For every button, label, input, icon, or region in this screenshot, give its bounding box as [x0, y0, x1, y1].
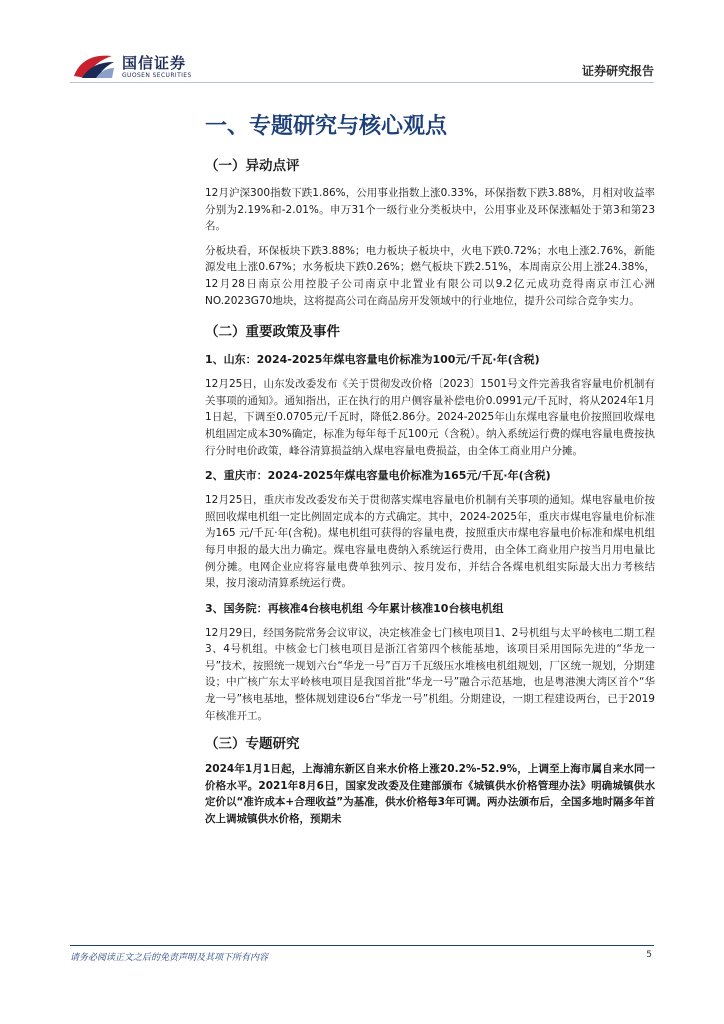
report-type-label: 证券研究报告: [581, 64, 654, 78]
page-number: 5: [646, 950, 652, 960]
guosen-logo: [72, 46, 202, 86]
page-header: [0, 0, 724, 92]
paragraph: 12月沪深300指数下跌1.86%，公用事业指数上涨0.33%，环保指数下跌3.88%，月相对收益率分别为2.19%和-2.01%。申万31个一级行业分类板块中，公用事业及环保涨幅处于第3和第23名。: [205, 187, 655, 233]
header-divider: [70, 82, 654, 83]
section-heading-special-research: （三）专题研究: [205, 736, 300, 753]
footer-divider: [70, 945, 654, 946]
paragraph: 12月25日，山东发改委发布《关于贯彻发改价格〔2023〕1501号文件完善我省容量电价机制有关事项的通知》。通知指出，正在执行的用户侧容量补偿电价0.0991元/千瓦时，将从2024年1月1日起，下调至0.0705元/千瓦时，降低2.86分。2024-2025年山东煤电容量电价按照回收煤电机组固定成本30%确定，标准为每年每千瓦100元（含税）。纳入系统运行费的煤电容量电费按执行分时电价政策，峰谷清算损益纳入煤电容量电费损益，由全体工商业用户分摊。: [205, 378, 655, 457]
logo-chinese-name: 国信证券: [122, 54, 187, 72]
main-content: [205, 112, 655, 836]
guosen-logo-mark-icon: [72, 50, 116, 80]
paragraph: 2024年1月1日起，上海浦东新区自来水价格上涨20.2%-52.9%，上调至上海市属自来水同一价格水平。2021年8月6日，国家发改委及住建部颁布《城镇供水价格管理办法》明确城镇供水定价以“准许成本+合理收益”为基准，供水价格每3年可调。两办法颁布后，全国多地时隔多年首次上调城镇供水价格，预期未: [205, 763, 655, 826]
section-heading-policy-events: （二）重要政策及事件: [205, 324, 340, 341]
policy-item-title: 2、重庆市：2024-2025年煤电容量电价标准为165元/千瓦·年(含税): [205, 469, 551, 483]
logo-english-name: GUOSEN SECURITIES: [122, 72, 192, 79]
section-heading-anomaly-review: （一）异动点评: [205, 158, 300, 174]
footer-disclaimer: 请务必阅读正文之后的免责声明及其项下所有内容: [70, 953, 269, 963]
policy-item-title: 1、山东：2024-2025年煤电容量电价标准为100元/千瓦·年(含税): [205, 353, 540, 367]
page-title: 一、专题研究与核心观点: [205, 114, 448, 139]
policy-item-title: 3、国务院：再核准4台核电机组 今年累计核准10台核电机组: [205, 601, 504, 615]
paragraph: 12月29日，经国务院常务会议审议，决定核准金七门核电项目1、2号机组与太平岭核电二期工程3、4号机组。中核金七门核电项目是浙江省第四个核能基地，该项目采用国际先进的“华龙一号”技术，按照统一规划六台“华龙一号”百万千瓦级压水堆核电机组规划，厂区统一规划，分期建设；中广核广东太平岭核电项目是我国首批“华龙一号”融合示范基地，也是粤港澳大湾区首个“华龙一号”核电基地，整体规划建设6台“华龙一号”机组。分期建设，一期工程建设两台，已于2019年核准开工。: [205, 626, 655, 722]
paragraph: 分板块看，环保板块下跌3.88%；电力板块子板块中，火电下跌0.72%；水电上涨2.76%，新能源发电上涨0.67%；水务板块下跌0.26%；燃气板块下跌2.51%，本周南京公用上涨24.38%，12月28日南京公用控股子公司南京中北置业有限公司以9.2亿元成功竞得南京市江心洲NO.2023G70地块，这将提高公司在商品房开发领域中的行业地位，提升公司综合竞争实力。: [205, 244, 655, 307]
paragraph: 12月25日，重庆市发改委发布关于贯彻落实煤电容量电价机制有关事项的通知。煤电容量电价按照回收煤电机组一定比例固定成本的方式确定。其中，2024-2025年，重庆市煤电容量电价标准为165 元/千瓦·年(含税)。煤电机组可获得的容量电费，按照重庆市煤电容量电价标准和煤电机组每月申报的最大出力确定。煤电容量电费纳入系统运行费用，由全体工商业用户按当月用电量比例分摊。电网企业应将容量电费单独列示、按月发布，并结合各煤电机组实际最大出力考核结果，按月滚动清算系统运行费。: [205, 494, 655, 590]
